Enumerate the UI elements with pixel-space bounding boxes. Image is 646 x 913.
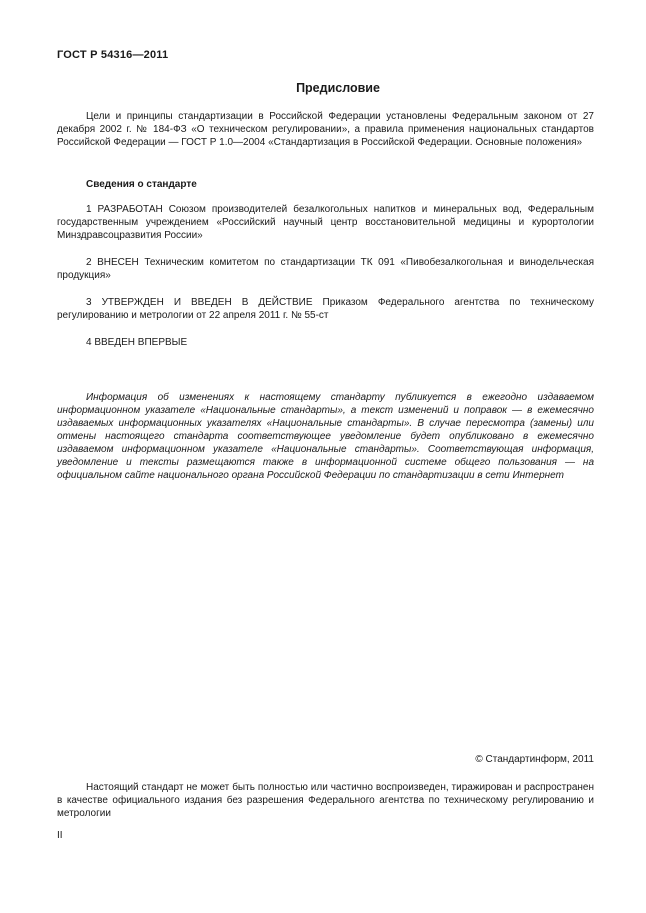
list-item: 2 ВНЕСЕН Техническим комитетом по стандартизации ТК 091 «Пивобезалкогольная и винодельческая продукция» [57,257,594,281]
section-heading: Сведения о стандарте [86,179,197,190]
list-item: 1 РАЗРАБОТАН Союзом производителей безалкогольных напитков и минеральных вод, Федеральным государственным учреждением «Российский научный центр восстановительной медицины и курортологии Минздравсоцразвития России» [57,204,594,241]
info-notice: Информация об изменениях к настоящему стандарту публикуется в ежегодно издаваемом информационном указателе «Национальные стандарты», а текст изменений и поправок — в ежемесячно издаваемых информационных указателях «Национальные стандарты». В случае пересмотра (замены) или отмены настоящего стандарта соответствующее уведомление будет опубликовано в ежемесячно издаваемом информационном указателе «Национальные стандарты». Соответствующая информация, уведомление и тексты размещаются также в информационной системе общего пользования — на официальном сайте национального органа Российской Федерации по стандартизации в сети Интернет [57,392,594,481]
list-item: 4 ВВЕДЕН ВПЕРВЫЕ [86,337,188,348]
copyright: © Стандартинформ, 2011 [475,754,594,765]
rights-notice: Настоящий стандарт не может быть полностью или частично воспроизведен, тиражирован и распространен в качестве официального издания без разрешения Федерального агентства по техническому регулированию и метрологии [57,782,594,819]
intro-paragraph: Цели и принципы стандартизации в Российской Федерации установлены Федеральным законом от 27 декабря 2002 г. № 184-ФЗ «О техническом регулировании», а правила применения национальных стандартов Российской Федерации — ГОСТ Р 1.0—2004 «Стандартизация в Российской Федерации. Основные положения» [57,111,594,148]
standard-code: ГОСТ Р 54316—2011 [57,49,169,61]
page-title: Предисловие [296,81,380,95]
list-item: 3 УТВЕРЖДЕН И ВВЕДЕН В ДЕЙСТВИЕ Приказом Федерального агентства по техническому регулированию и метрологии от 22 апреля 2011 г. № 55-ст [57,297,594,321]
page-number: II [57,830,63,841]
